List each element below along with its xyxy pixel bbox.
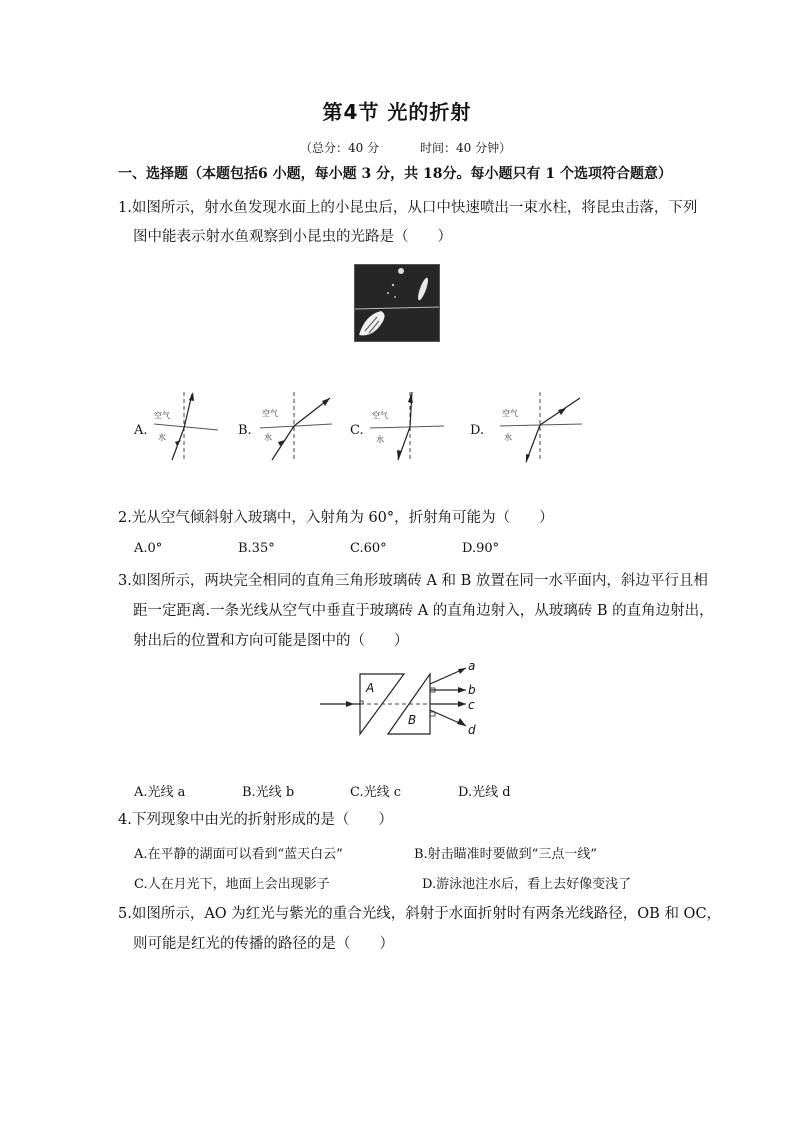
q2-option-d: D.90° [462,541,500,556]
q4-option-d: D.游泳池注水后，看上去好像变浅了 [422,877,632,892]
q5-line2: 则可能是红光的传播的路径的是（ ） [133,936,394,952]
q1-diagram-c [366,388,446,464]
ray-d-label: d [468,723,476,737]
q1-option-c-label: C. [350,423,364,438]
ray-c-label: c [468,698,475,712]
q3-option-b: B.光线 b [242,785,295,800]
time-limit: 时间：40 分钟） [420,141,512,155]
q4-option-c: C.人在月光下，地面上会出现影子 [134,877,330,892]
q4-option-a: A.在平静的湖面可以看到“蓝天白云” [134,847,343,862]
q2-option-c: C.60° [350,541,387,556]
q1-diagram-a [148,388,220,464]
q1-c-air-label: 空气 [372,411,388,420]
q3-line3: 射出后的位置和方向可能是图中的（ ） [133,633,409,649]
q1-diagram-d [496,388,584,464]
ray-b-label: b [468,683,476,697]
q4-option-b: B.射击瞄准时要做到“三点一线” [414,847,597,862]
q1-d-water-label: 水 [504,433,512,442]
q3-option-c: C.光线 c [350,785,402,800]
q1-a-air-label: 空气 [154,411,170,420]
q1-b-air-label: 空气 [262,409,278,418]
section-heading: 一、选择题（本题包括6 小题，每小题 3 分，共 18分。每小题只有 1 个选项符合题意） [118,166,672,182]
q5-line1: 5.如图所示，AO 为红光与紫光的重合光线，斜射于水面折射时有两条光线路径，OB 和 OC， [118,906,722,922]
q1-b-water-label: 水 [264,433,272,442]
q2-option-a: A.0° [134,541,163,556]
q1-c-water-label: 水 [376,435,384,444]
q2-line1: 2.光从空气倾斜射入玻璃中，入射角为 60°，折射角可能为（ ） [118,510,554,526]
q3-option-d: D.光线 d [458,785,511,800]
q3-prism-diagram [316,660,486,740]
archerfish-photo [354,264,440,342]
q3-line2: 距一定距离.一条光线从空气中垂直于玻璃砖 A 的直角边射入，从玻璃砖 B 的直角边射出， [133,603,714,619]
prism-a-label: A [366,681,375,695]
q2-option-b: B.35° [238,541,275,556]
q1-line1: 1.如图所示，射水鱼发现水面上的小昆虫后，从口中快速喷出一束水柱，将昆虫击落，下列 [118,200,698,216]
q1-a-water-label: 水 [158,433,166,442]
q1-option-d-label: D. [470,423,485,438]
q4-line1: 4.下列现象中由光的折射形成的是（ ） [118,812,393,828]
prism-b-label: B [408,713,417,727]
page-title: 第4节 光的折射 [322,100,472,124]
q1-line2: 图中能表示射水鱼观察到小昆虫的光路是（ ） [133,229,452,245]
total-score: （总分：40 分 [300,141,380,155]
q1-option-a-label: A. [134,423,148,438]
ray-a-label: a [468,660,476,673]
q1-option-b-label: B. [238,423,252,438]
q3-option-a: A.光线 a [134,785,186,800]
q1-diagram-b [254,388,334,464]
q1-d-air-label: 空气 [502,409,518,418]
q3-line1: 3.如图所示，两块完全相同的直角三角形玻璃砖 A 和 B 放置在同一水平面内，斜边平行且相 [118,573,708,589]
